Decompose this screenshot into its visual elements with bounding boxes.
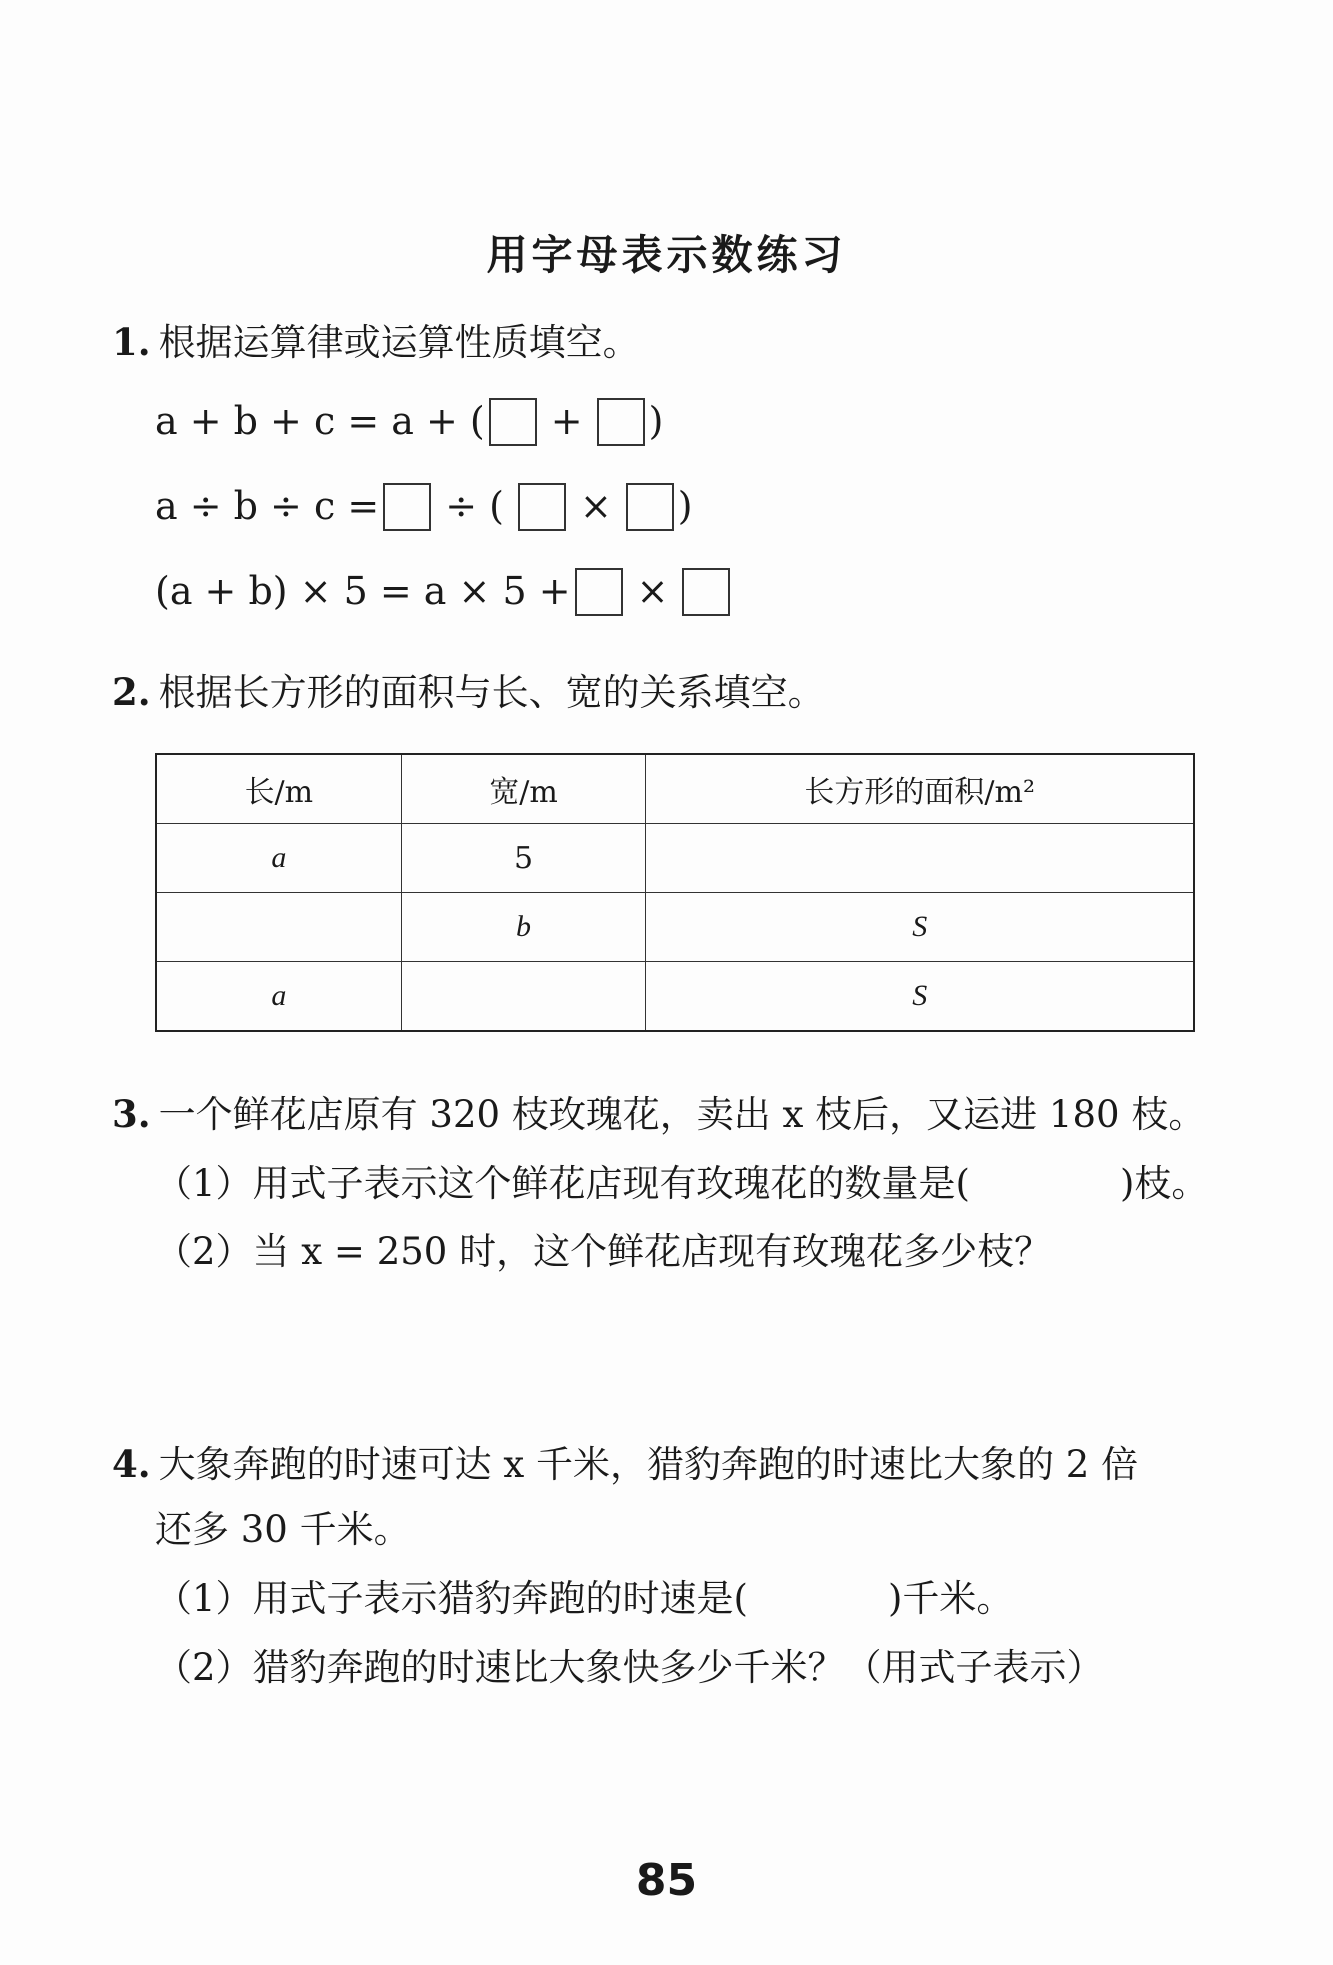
question-number: 4. [112, 1442, 151, 1486]
question-number: 2. [112, 670, 151, 714]
times-sign: × [636, 569, 669, 613]
table-row [156, 893, 1194, 962]
table-cell: 5 [401, 824, 646, 893]
close-paren: ) [677, 484, 693, 528]
equation-text: a + b + c = a + ( [155, 399, 485, 443]
subquestion-text-end: )千米。 [887, 1577, 1014, 1620]
table-cell: a [156, 824, 401, 893]
answer-cell[interactable] [646, 824, 1194, 893]
equation-3 [155, 565, 734, 619]
close-paren: ) [648, 399, 664, 443]
plus-sign: + [550, 399, 583, 443]
times-sign: × [579, 484, 612, 528]
divide-sign: ÷ ( [445, 484, 504, 528]
answer-box[interactable] [682, 568, 730, 616]
equation-text: (a + b) × 5 = a × 5 + [155, 569, 571, 613]
subquestion-text: （1）用式子表示这个鲜花店现有玫瑰花的数量是( [155, 1162, 970, 1205]
question-2 [112, 668, 825, 717]
table-cell: b [401, 893, 646, 962]
header-length: 长/m [156, 754, 401, 824]
header-width: 宽/m [401, 754, 646, 824]
equation-1 [155, 395, 663, 449]
answer-box[interactable] [575, 568, 623, 616]
question-4-part-1 [155, 1575, 1013, 1623]
rectangle-table [155, 753, 1195, 1032]
table-row [156, 962, 1194, 1032]
equation-2 [155, 480, 693, 534]
question-4-text-continued: 还多 30 千米。 [155, 1508, 411, 1551]
table-cell: S [646, 893, 1194, 962]
question-text: 根据运算律或运算性质填空。 [158, 321, 640, 364]
question-number: 3. [112, 1092, 151, 1136]
answer-box[interactable] [626, 483, 674, 531]
answer-cell[interactable] [156, 893, 401, 962]
question-text: 大象奔跑的时速可达 x 千米，猎豹奔跑的时速比大象的 2 倍 [158, 1443, 1139, 1486]
question-3 [112, 1090, 1205, 1139]
table-cell: S [646, 962, 1194, 1032]
answer-box[interactable] [597, 398, 645, 446]
answer-box[interactable] [383, 483, 431, 531]
question-3-part-2: （2）当 x = 250 时，这个鲜花店现有玫瑰花多少枝？ [155, 1230, 1052, 1273]
table-cell: a [156, 962, 401, 1032]
answer-cell[interactable] [401, 962, 646, 1032]
answer-box[interactable] [518, 483, 566, 531]
question-1 [112, 318, 640, 367]
question-text: 根据长方形的面积与长、宽的关系填空。 [158, 671, 825, 714]
question-4 [112, 1440, 1138, 1489]
question-3-part-1 [155, 1160, 1208, 1208]
answer-box[interactable] [489, 398, 537, 446]
page-title: 用字母表示数练习 [486, 231, 847, 279]
header-area: 长方形的面积/m² [646, 754, 1194, 824]
table-row [156, 824, 1194, 893]
question-4-part-2: （2）猎豹奔跑的时速比大象快多少千米？（用式子表示） [155, 1646, 1104, 1689]
subquestion-text-end: )枝。 [1119, 1162, 1209, 1205]
question-text: 一个鲜花店原有 320 枝玫瑰花，卖出 x 枝后，又运进 180 枝。 [158, 1093, 1206, 1136]
equation-text: a ÷ b ÷ c = [155, 484, 380, 528]
subquestion-text: （1）用式子表示猎豹奔跑的时速是( [155, 1577, 748, 1620]
table-header-row [156, 754, 1194, 824]
question-number: 1. [112, 320, 151, 364]
page-number: 85 [635, 1855, 698, 1906]
